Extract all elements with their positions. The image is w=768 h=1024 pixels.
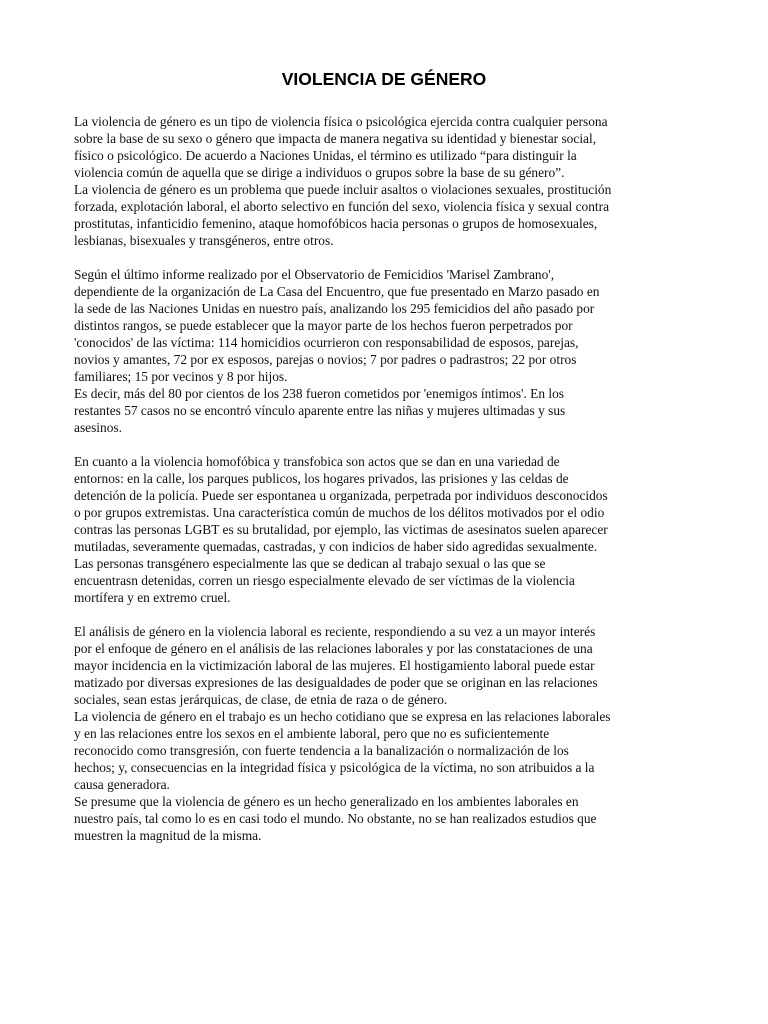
paragraph-gap: [74, 606, 724, 623]
text-line: 'conocidos' de las víctima: 114 homicidios ocurrieron con responsabilidad de esposos, parejas,: [74, 335, 579, 350]
text-line: muestren la magnitud de la misma.: [74, 828, 262, 843]
text-line: físico o psicológico. De acuerdo a Naciones Unidas, el término es utilizado “para distinguir la: [74, 148, 577, 163]
text-line: El análisis de género en la violencia laboral es reciente, respondiendo a su vez a un mayor interés: [74, 624, 596, 639]
text-line: contras las personas LGBT es su brutalidad, por ejemplo, las victimas de asesinatos suelen aparecer: [74, 522, 608, 537]
page-title: VIOLENCIA DE GÉNERO: [281, 69, 487, 89]
document-body: [74, 113, 724, 844]
text-line: En cuanto a la violencia homofóbica y transfobica son actos que se dan en una variedad de: [74, 454, 560, 469]
paragraph-2: [74, 266, 724, 436]
text-line: la sede de las Naciones Unidas en nuestro país, analizando los 295 femicidios del año pasado por: [74, 301, 595, 316]
text-line: matizado por diversas expresiones de las desigualdades de poder que se originan en las relaciones: [74, 675, 598, 690]
paragraph-3: [74, 453, 724, 606]
text-line: La violencia de género en el trabajo es un hecho cotidiano que se expresa en las relaciones laborales: [74, 709, 611, 724]
text-line: Se presume que la violencia de género es un hecho generalizado en los ambientes laborales en: [74, 794, 579, 809]
paragraph-1: [74, 113, 724, 249]
text-line: entornos: en la calle, los parques publicos, los hogares privados, las prisiones y las celdas de: [74, 471, 569, 486]
text-line: novios y amantes, 72 por ex esposos, parejas o novios; 7 por padres o padrastros; 22 por otros: [74, 352, 577, 367]
text-line: mortífera y en extremo cruel.: [74, 590, 231, 605]
text-line: sociales, sean estas jerárquicas, de clase, de etnia de raza o de género.: [74, 692, 448, 707]
paragraph-4: [74, 623, 724, 844]
text-line: causa generadora.: [74, 777, 170, 792]
text-line: Es decir, más del 80 por cientos de los 238 fueron cometidos por 'enemigos íntimos'. En los: [74, 386, 564, 401]
text-line: La violencia de género es un tipo de violencia física o psicológica ejercida contra cualquier persona: [74, 114, 608, 129]
text-line: lesbianas, bisexuales y transgéneros, entre otros.: [74, 233, 334, 248]
text-line: mutiladas, severamente quemadas, castradas, y con indicios de haber sido agredidas sexualmente.: [74, 539, 598, 554]
text-line: prostitutas, infanticidio femenino, ataque homofóbicos hacia personas o grupos de homosexuales,: [74, 216, 598, 231]
text-line: La violencia de género es un problema que puede incluir asaltos o violaciones sexuales, prostitución: [74, 182, 612, 197]
text-line: hechos; y, consecuencias en la integridad física y psicológica de la víctima, no son atribuidos a la: [74, 760, 595, 775]
text-line: reconocido como transgresión, con fuerte tendencia a la banalización o normalización de los: [74, 743, 569, 758]
text-line: y en las relaciones entre los sexos en el ambiente laboral, pero que no es suficientemente: [74, 726, 550, 741]
text-line: forzada, explotación laboral, el aborto selectivo en función del sexo, violencia física y sexual contra: [74, 199, 610, 214]
text-line: mayor incidencia en la victimización laboral de las mujeres. El hostigamiento laboral puede estar: [74, 658, 595, 673]
text-line: por el enfoque de género en el análisis de las relaciones laborales y por las constataciones de una: [74, 641, 593, 656]
text-line: dependiente de la organización de La Casa del Encuentro, que fue presentado en Marzo pasado en: [74, 284, 600, 299]
text-line: violencia común de aquella que se dirige a individuos o grupos sobre la base de su género”.: [74, 165, 565, 180]
text-line: Según el último informe realizado por el Observatorio de Femicidios 'Marisel Zambrano',: [74, 267, 555, 282]
text-line: restantes 57 casos no se encontró vínculo aparente entre las niñas y mujeres ultimadas y sus: [74, 403, 566, 418]
paragraph-gap: [74, 249, 724, 266]
text-line: encuentrasn detenidas, corren un riesgo especialmente elevado de ser víctimas de la violencia: [74, 573, 575, 588]
text-line: asesinos.: [74, 420, 122, 435]
text-line: Las personas transgénero especialmente las que se dedican al trabajo sexual o las que se: [74, 556, 546, 571]
text-line: detención de la policía. Puede ser espontanea u organizada, perpetrada por individuos desconocidos: [74, 488, 608, 503]
text-line: familiares; 15 por vecinos y 8 por hijos.: [74, 369, 288, 384]
text-line: distintos rangos, se puede establecer que la mayor parte de los hechos fueron perpetrados por: [74, 318, 573, 333]
text-line: nuestro país, tal como lo es en casi todo el mundo. No obstante, no se han realizados estudios que: [74, 811, 597, 826]
text-line: sobre la base de su sexo o género que impacta de manera negativa su identidad y bienestar social,: [74, 131, 597, 146]
paragraph-gap: [74, 436, 724, 453]
text-line: o por grupos extremistas. Una característica común de muchos de los délitos motivados por el odio: [74, 505, 605, 520]
